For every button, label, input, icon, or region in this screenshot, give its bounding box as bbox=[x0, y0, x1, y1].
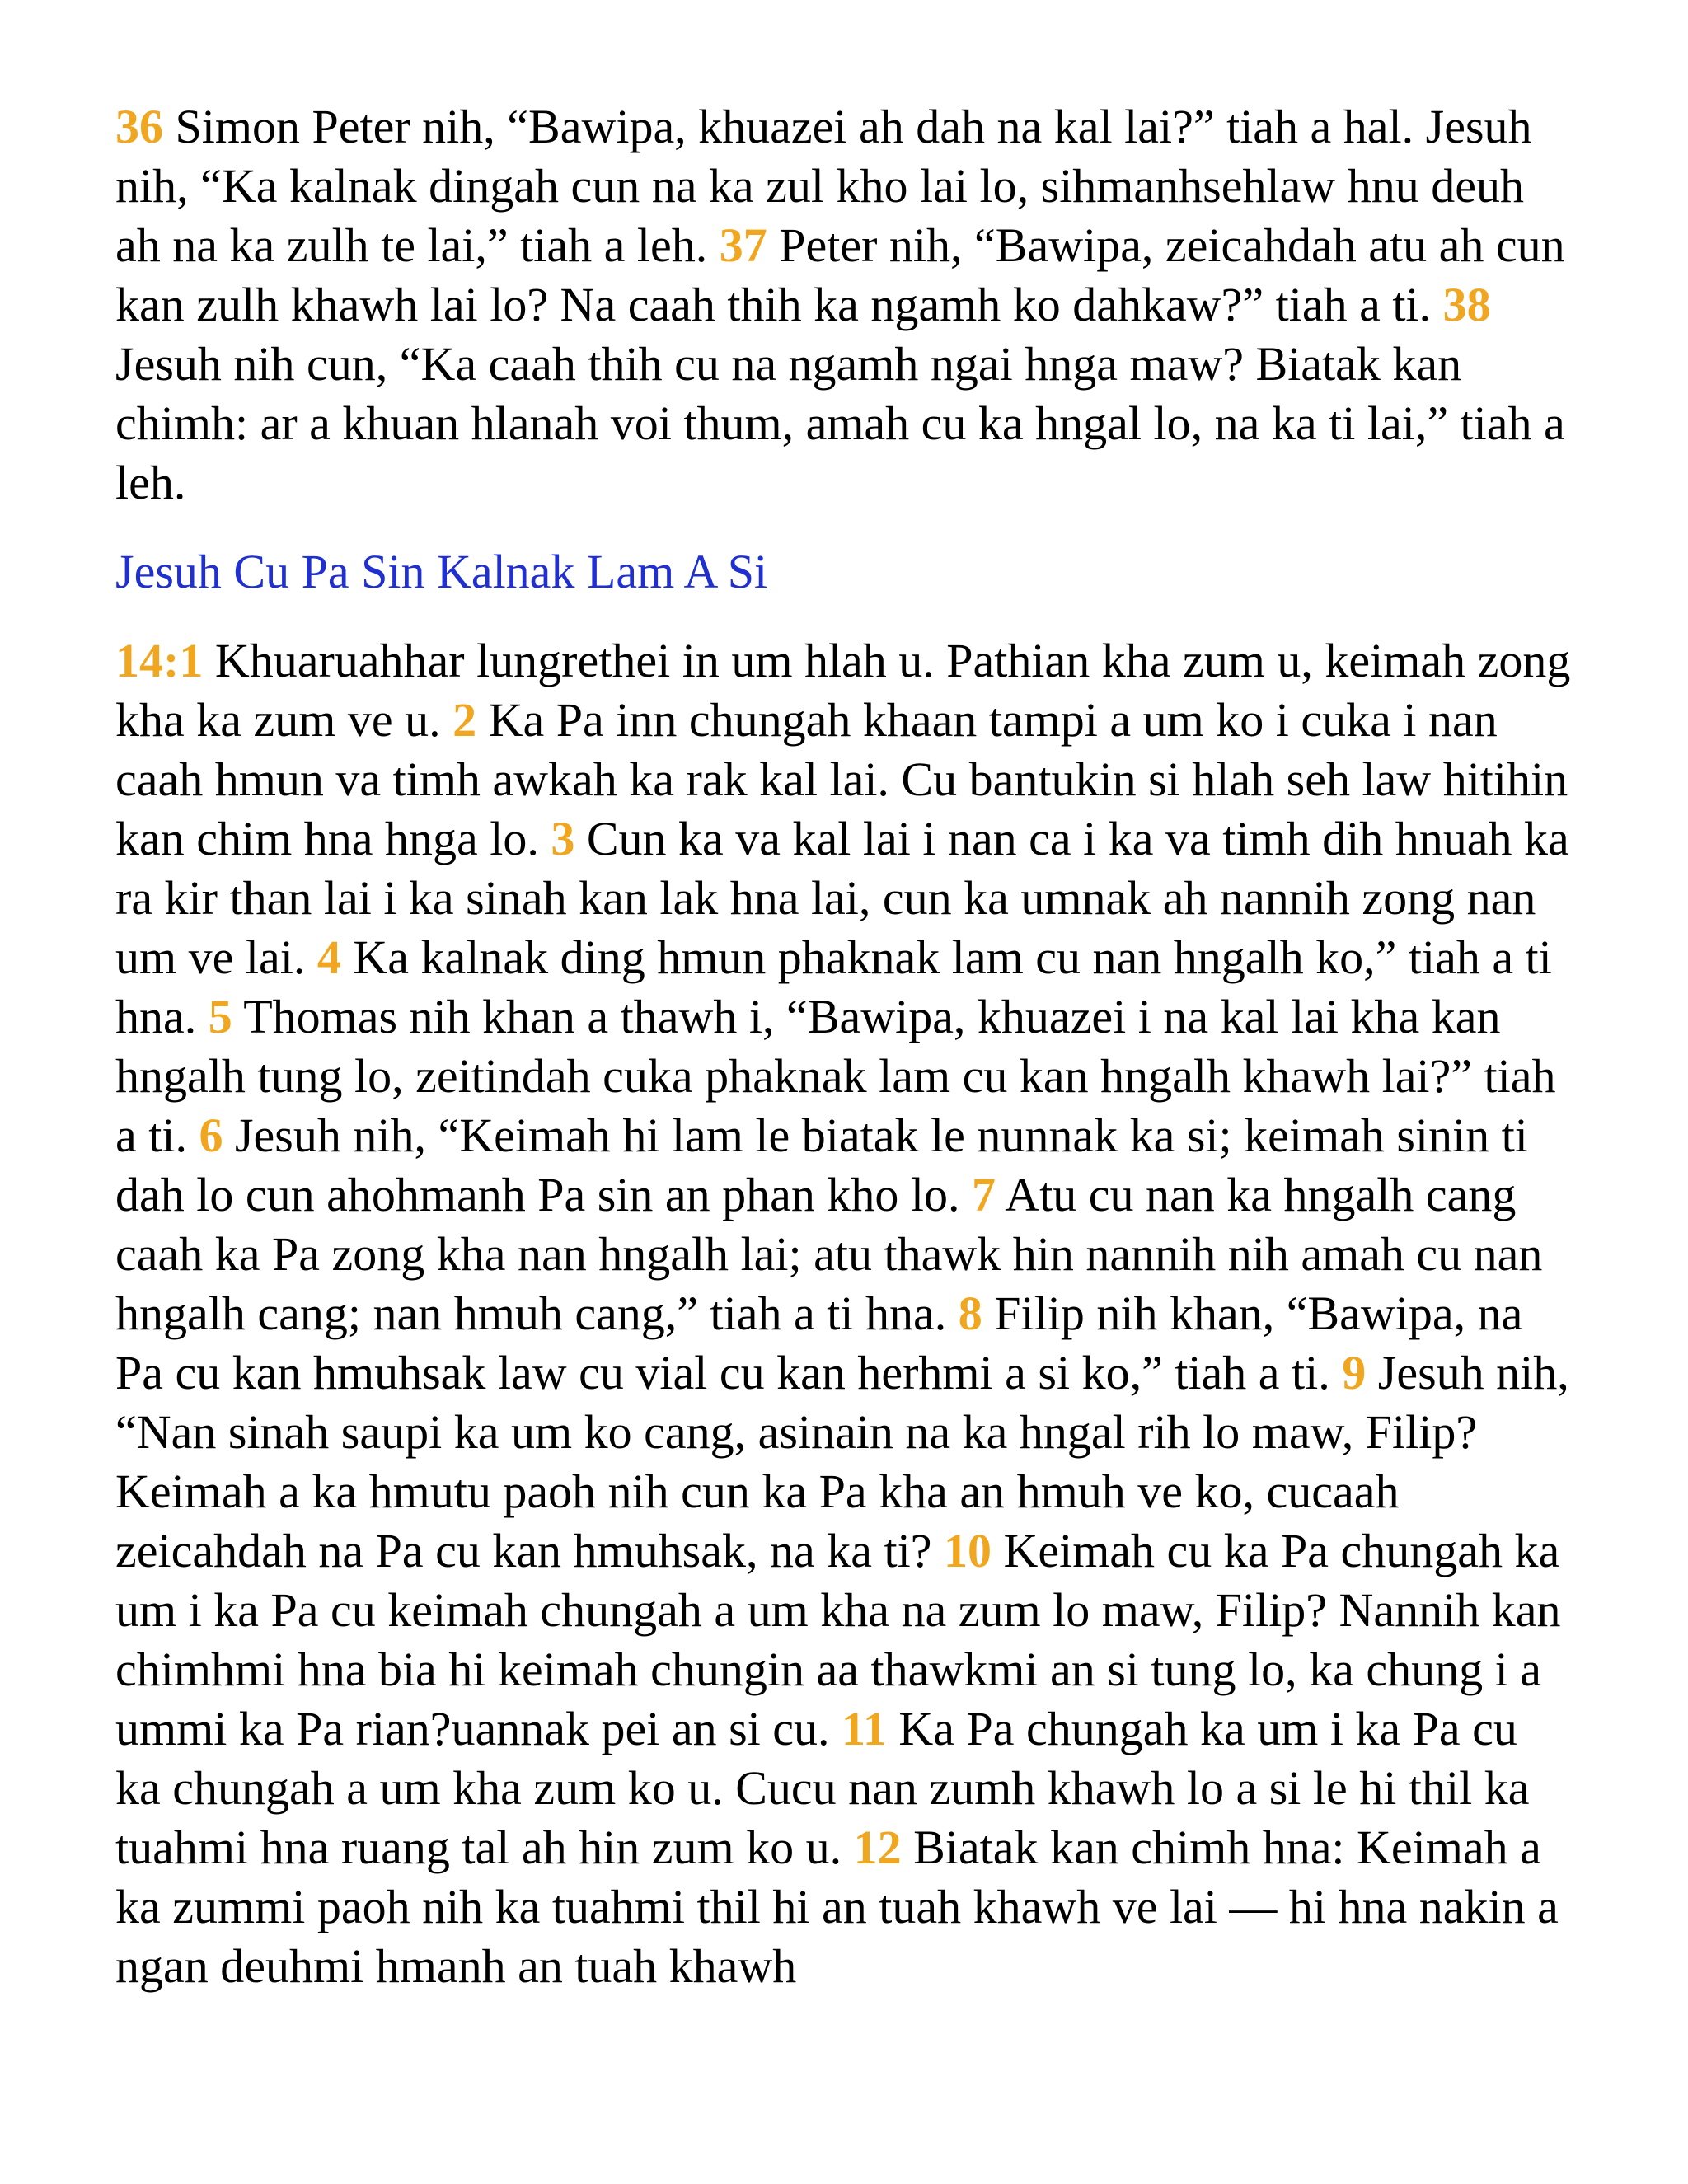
verse-text: Peter nih, “Bawipa, zeicahdah atu ah cun kan zulh khawh lai lo? Na caah thih ka ngamh ko dahkaw?” tiah a ti. bbox=[115, 218, 1565, 331]
section-heading: Jesuh Cu Pa Sin Kalnak Lam A Si bbox=[115, 545, 768, 598]
verse-text: Khuaruahhar lungrethei in um hlah u. Pathian kha zum u, keimah zong kha ka zum ve u. bbox=[115, 634, 1571, 747]
verse-text: Filip nih khan, “Bawipa, na Pa cu kan hmuhsak law cu vial cu kan herhmi a si ko,” tiah a ti. bbox=[115, 1286, 1523, 1399]
verse-text: Cun ka va kal lai i nan ca i ka va timh dih hnuah ka ra kir than lai i ka sinah kan lak hna lai, cun ka umnak ah nannih zong nan um ve lai. bbox=[115, 812, 1569, 984]
verse-number: 6 bbox=[199, 1108, 223, 1162]
verse-number: 10 bbox=[943, 1524, 992, 1577]
verse-number: 3 bbox=[551, 812, 575, 865]
verse-text: Atu cu nan ka hngalh cang caah ka Pa zong kha nan hngalh lai; atu thawk hin nannih nih amah cu nan hngalh cang; nan hmuh cang,” tiah a ti hna. bbox=[115, 1168, 1543, 1340]
verse-number: 11 bbox=[842, 1702, 887, 1755]
verse-number: 36 bbox=[115, 100, 163, 153]
verse-number: 12 bbox=[853, 1821, 902, 1874]
verse-number: 14:1 bbox=[115, 634, 204, 687]
verse-text: Ka Pa inn chungah khaan tampi a um ko i cuka i nan caah hmun va timh awkah ka rak kal lai. Cu bantukin si hlah seh law hitihin kan chim hna hnga lo. bbox=[115, 693, 1568, 865]
paragraph-john-13-36-38 bbox=[115, 97, 1574, 513]
verse-number: 8 bbox=[958, 1286, 982, 1340]
document-page bbox=[115, 97, 1574, 1996]
verse-text: Ka kalnak ding hmun phaknak lam cu nan hngalh ko,” tiah a ti hna. bbox=[115, 930, 1552, 1043]
verse-number: 37 bbox=[719, 218, 767, 272]
verse-text: Ka Pa chungah ka um i ka Pa cu ka chungah a um kha zum ko u. Cucu nan zumh khawh lo a si le hi thil ka tuahmi hna ruang tal ah hin zum ko u. bbox=[115, 1702, 1530, 1874]
verse-text: Jesuh nih, “Keimah hi lam le biatak le nunnak ka si; keimah sinin ti dah lo cun ahohmanh Pa sin an phan kho lo. bbox=[115, 1108, 1528, 1221]
verse-text: Thomas nih khan a thawh i, “Bawipa, khuazei i na kal lai kha kan hngalh tung lo, zeitindah cuka phaknak lam cu kan hngalh khawh lai?” tiah a ti. bbox=[115, 990, 1556, 1162]
verse-number: 9 bbox=[1342, 1346, 1367, 1399]
verse-number: 38 bbox=[1442, 278, 1491, 331]
verse-text: Keimah cu ka Pa chungah ka um i ka Pa cu keimah chungah a um kha na zum lo maw, Filip? Nannih kan chimhmi hna bia hi keimah chungin aa thawkmi an si tung lo, ka chung i a ummi ka Pa rian?uannak pei an si cu. bbox=[115, 1524, 1561, 1755]
verse-number: 5 bbox=[208, 990, 232, 1043]
verse-number: 4 bbox=[316, 930, 341, 984]
verse-number: 2 bbox=[452, 693, 477, 747]
verse-text: Jesuh nih, “Nan sinah saupi ka um ko cang, asinain na ka hngal rih lo maw, Filip? Keimah a ka hmutu paoh nih cun ka Pa kha an hmuh ve ko, cucaah zeicahdah na Pa cu kan hmuhsak, na ka ti? bbox=[115, 1346, 1569, 1577]
verse-text: Simon Peter nih, “Bawipa, khuazei ah dah na kal lai?” tiah a hal. Jesuh nih, “Ka kalnak dingah cun na ka zul kho lai lo, sihmanhsehlaw hnu deuh ah na ka zulh te lai,” tiah a leh. bbox=[115, 100, 1532, 272]
verse-text: Biatak kan chimh hna: Keimah a ka zummi paoh nih ka tuahmi thil hi an tuah khawh ve lai — hi hna nakin a ngan deuhmi hmanh an tuah khawh bbox=[115, 1821, 1559, 1993]
paragraph-john-14-1-12 bbox=[115, 631, 1574, 1996]
verse-number: 7 bbox=[972, 1168, 996, 1221]
verse-text: Jesuh nih cun, “Ka caah thih cu na ngamh ngai hnga maw? Biatak kan chimh: ar a khuan hlanah voi thum, amah cu ka hngal lo, na ka ti lai,” tiah a leh. bbox=[115, 337, 1565, 509]
